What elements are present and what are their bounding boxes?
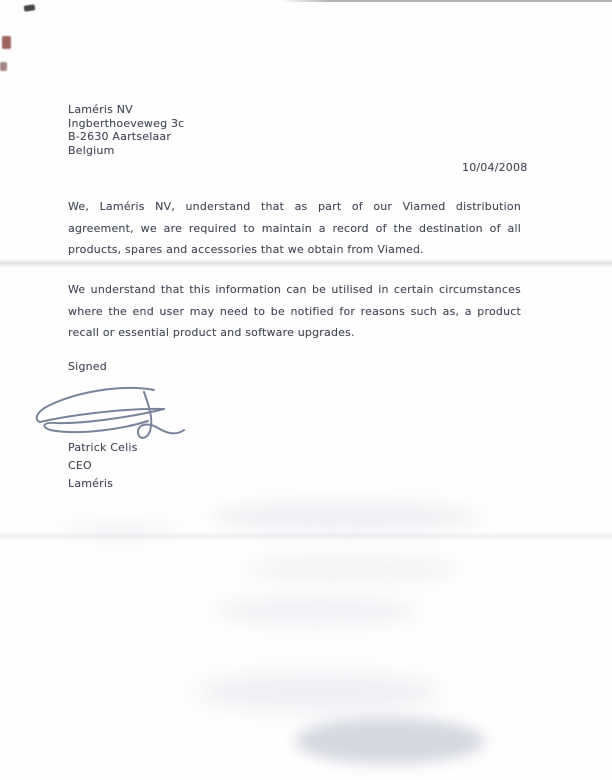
scan-corner-mark [24, 4, 36, 11]
scan-smudge [215, 596, 420, 626]
signed-label: Signed [68, 360, 107, 373]
signer-company: Laméris [68, 477, 114, 490]
scan-smudge [60, 520, 180, 540]
scan-smudge [195, 672, 440, 712]
letter-paragraph-2: We understand that this information can be utilised in certain circumstances where the end user may need to be notified for reasons such as, a product recall or essential product and software upgrades. [68, 283, 521, 339]
scan-top-edge-artifact [280, 0, 612, 2]
sender-address-block [68, 103, 184, 157]
sender-country: Belgium [68, 143, 115, 157]
scan-edge-mark [2, 36, 11, 49]
scan-smudge [210, 500, 480, 534]
letter-paragraph-1: We, Laméris NV, understand that as part of our Viamed distribution agreement, we are required to maintain a record of the destination of all products, spares and accessories that we obtain from Viamed. [68, 200, 521, 256]
handwritten-signature [26, 376, 186, 450]
letter-date: 10/04/2008 [462, 161, 528, 174]
sender-company: Laméris NV [68, 103, 133, 116]
scan-edge-mark [0, 62, 7, 71]
sender-city: B-2630 Aartselaar [68, 130, 172, 143]
scan-smudge [295, 718, 485, 764]
scan-smudge [245, 556, 460, 582]
paper-fold-line [0, 532, 612, 540]
signer-title: CEO [68, 459, 92, 472]
sender-street: Ingberthoeveweg 3c [68, 116, 185, 130]
signer-name: Patrick Celis [68, 441, 138, 454]
